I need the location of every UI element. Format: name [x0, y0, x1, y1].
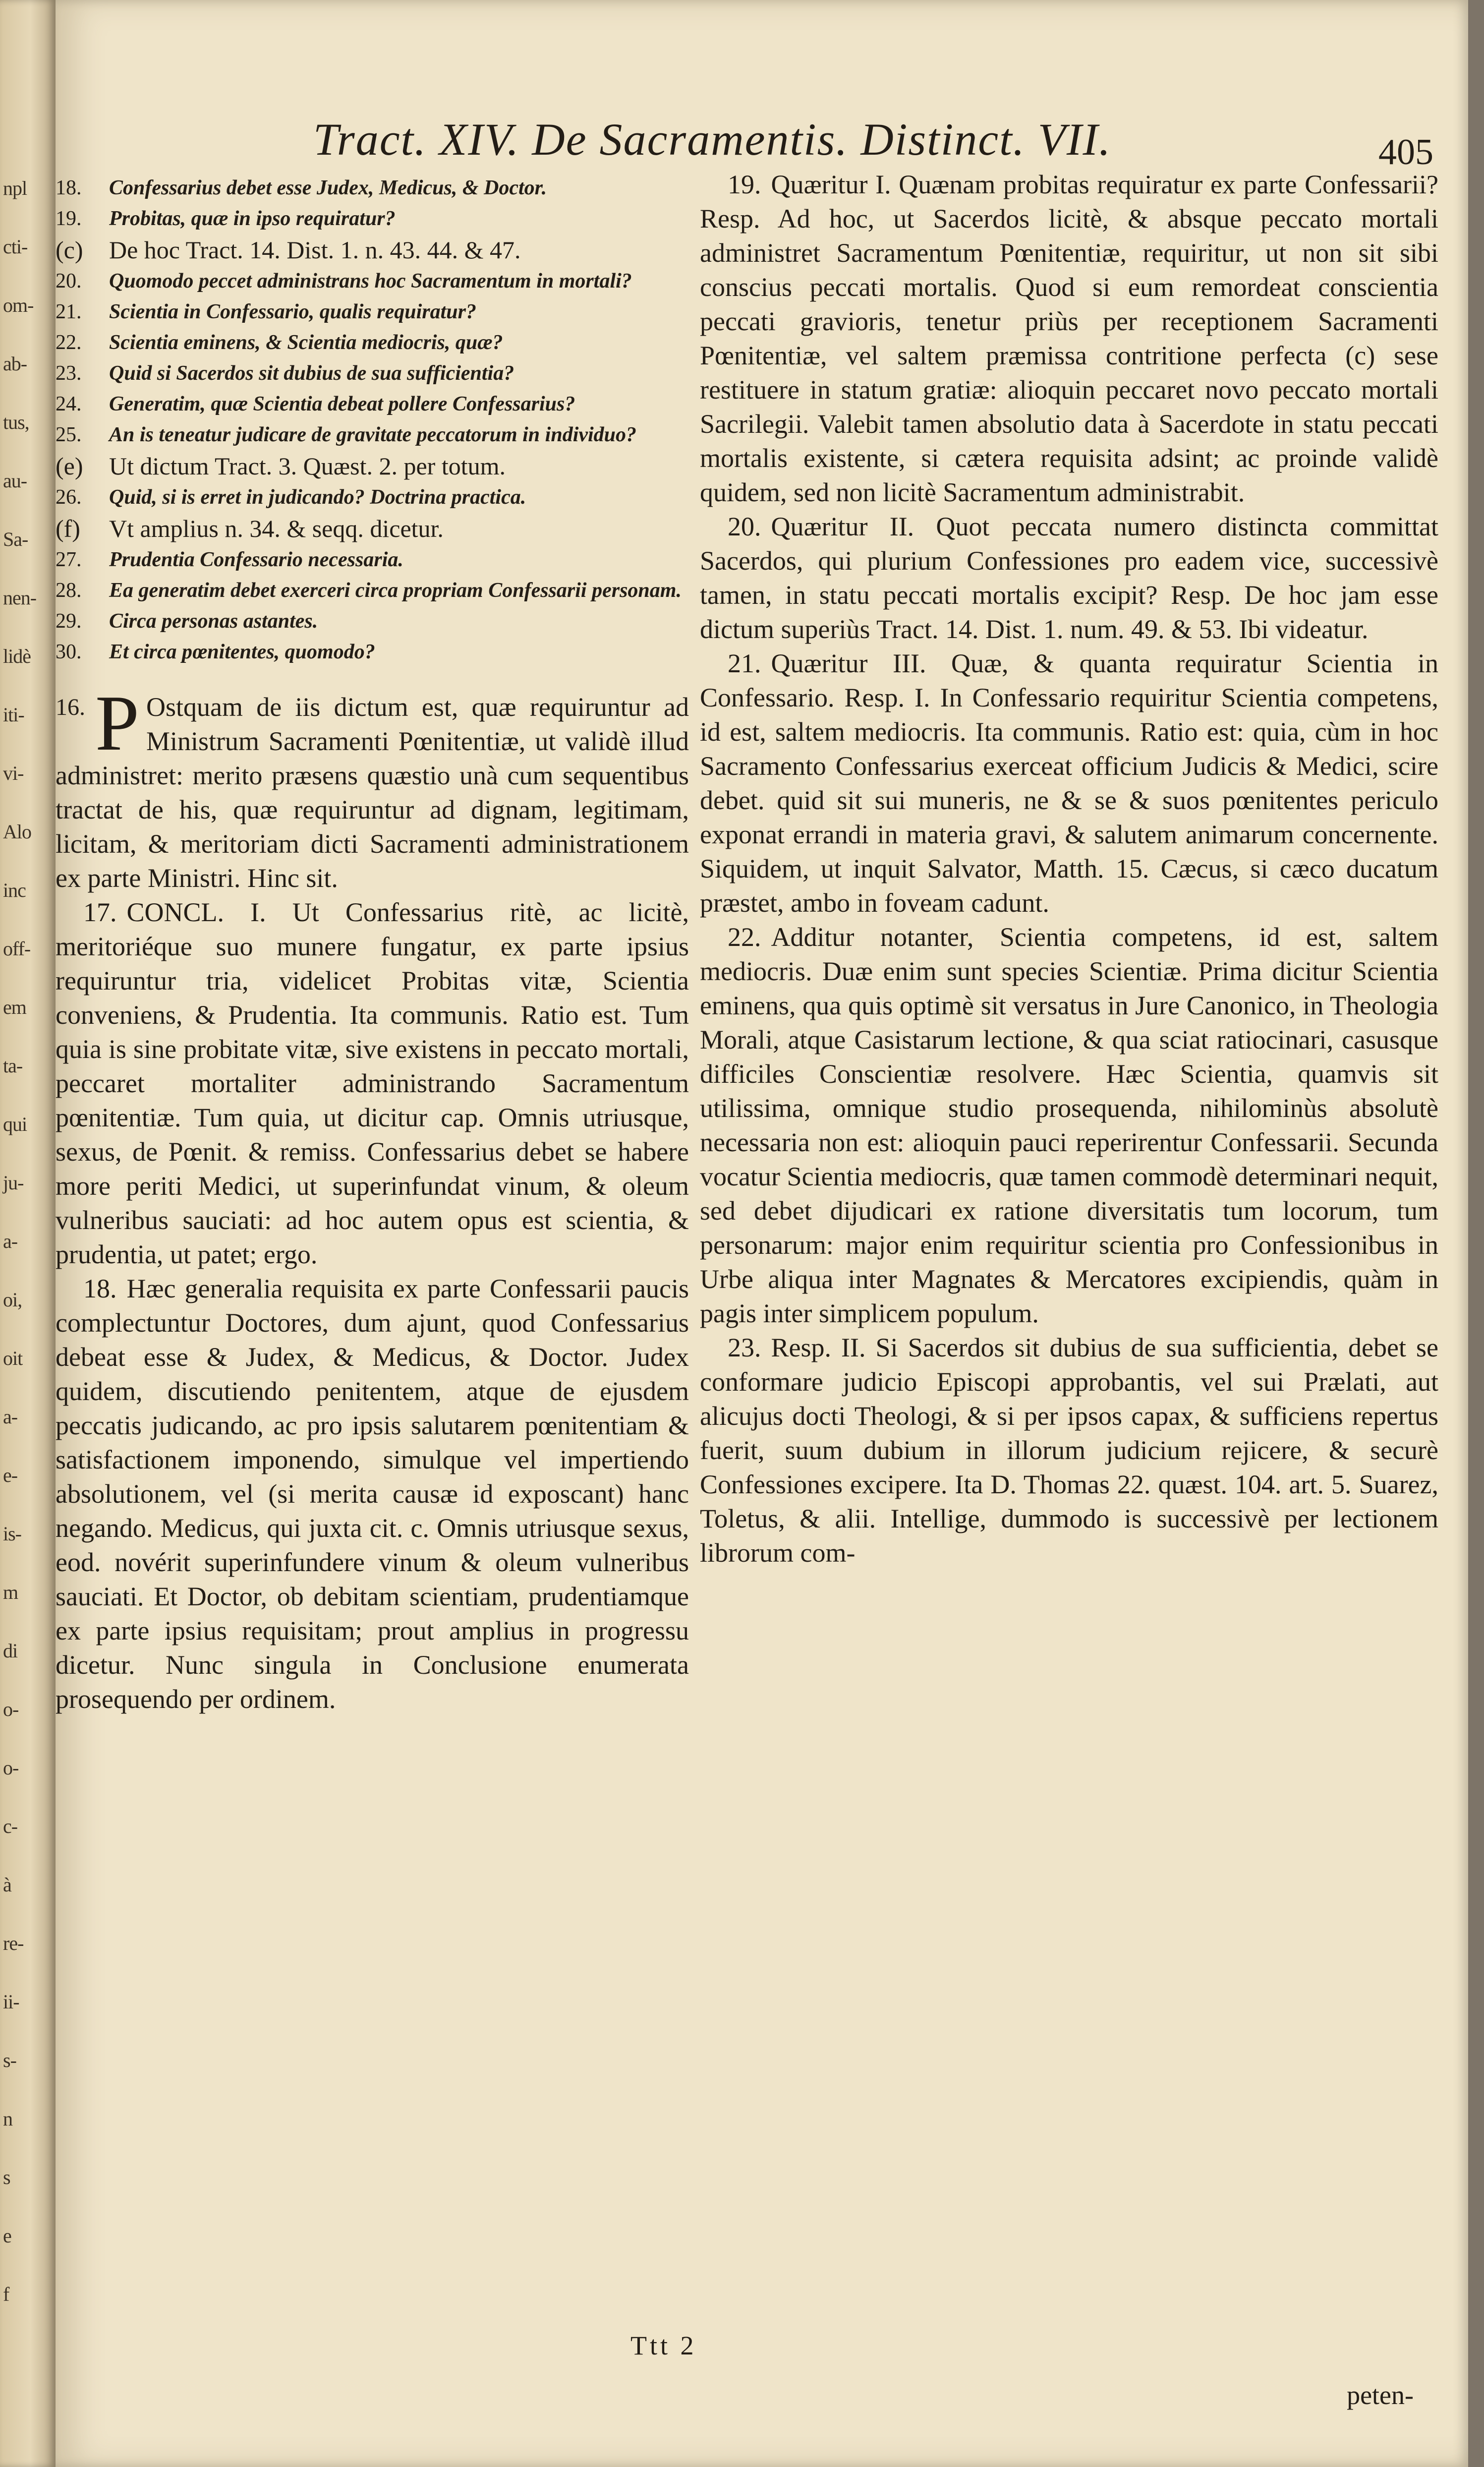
running-head: Tract. XIV. De Sacramentis. Distinct. VII. [313, 114, 1112, 165]
facing-page-fragment: npl [3, 177, 27, 199]
facing-page-fragment: n [3, 2108, 12, 2130]
summary-number: 29. [56, 610, 82, 633]
paragraph-22 [700, 920, 1438, 1331]
facing-page-fragment: off- [3, 938, 31, 960]
summary-item [56, 575, 689, 606]
paragraph-16 [56, 679, 689, 895]
paragraph-number: 20. [728, 512, 761, 541]
drop-capital: P [95, 679, 139, 767]
summary-number: 30. [56, 641, 82, 663]
summary-text: De hoc Tract. 14. Dist. 1. n. 43. 44. & 47. [109, 236, 521, 264]
facing-page-fragment: Alo [3, 821, 31, 843]
page-number: 405 [1378, 132, 1433, 173]
summary-number: 19. [56, 207, 82, 230]
facing-page-fragment: ju- [3, 1172, 24, 1194]
summary-item [56, 173, 689, 203]
book-page [56, 0, 1468, 2467]
summary-item [56, 544, 689, 575]
summary-item [56, 358, 689, 389]
summary-number: 27. [56, 548, 82, 571]
note-reference [56, 450, 689, 482]
paragraph-19 [700, 168, 1438, 510]
summary-item [56, 482, 689, 513]
summary-text: Circa personas astantes. [109, 610, 318, 633]
summary-item [56, 637, 689, 667]
summary-number: 24. [56, 393, 82, 415]
facing-page-fragment: em [3, 996, 26, 1018]
summary-number: (e) [56, 452, 83, 480]
summary-number: 22. [56, 331, 82, 354]
paragraph-17 [56, 895, 689, 1272]
summary-number: 18. [56, 176, 82, 199]
facing-page-fragment: e- [3, 1464, 18, 1486]
note-reference [56, 513, 689, 544]
paragraph-number: 19. [728, 170, 761, 199]
summary-text: Ut dictum Tract. 3. Quæst. 2. per totum. [109, 452, 506, 480]
summary-item [56, 389, 689, 419]
facing-page-fragment: a- [3, 1406, 18, 1428]
summary-text: Vt amplius n. 34. & seqq. dicetur. [109, 515, 444, 542]
facing-page-fragment: a- [3, 1230, 18, 1252]
paragraph-21 [700, 646, 1438, 920]
summary-text: Probitas, quæ in ipso requiratur? [109, 207, 396, 230]
facing-page-fragment: is- [3, 1523, 21, 1545]
facing-page-fragment: s- [3, 2049, 16, 2071]
summary-text: Quid, si is erret in judicando? Doctrina practica. [109, 486, 526, 509]
paragraph-number: 18. [83, 1274, 117, 1303]
summary-number: 21. [56, 300, 82, 323]
summary-number: (f) [56, 515, 80, 542]
facing-page-fragment: iti- [3, 704, 24, 726]
summary-text: Scientia in Confessario, qualis requiratur? [109, 300, 477, 323]
summary-item [56, 203, 689, 234]
facing-page-fragment: nen- [3, 587, 37, 609]
facing-page-fragment: o- [3, 1698, 19, 1720]
summary-text: Generatim, quæ Scientia debeat pollere Confessarius? [109, 393, 575, 415]
paragraph-number: 16. [56, 694, 85, 720]
facing-page-fragment: cti- [3, 235, 28, 258]
facing-page-fragment: oi, [3, 1289, 22, 1311]
facing-page-fragment: tus, [3, 411, 29, 433]
summary-text: An is teneatur judicare de gravitate peccatorum in individuo? [109, 423, 637, 446]
right-column [700, 168, 1438, 2428]
summary-text: Et circa pœnitentes, quomodo? [109, 641, 375, 663]
summary-text: Quomodo peccet administrans hoc Sacramentum in mortali? [109, 270, 632, 293]
signature-mark: Ttt 2 [630, 2331, 697, 2360]
paragraph-text: Hæc generalia requisita ex parte Confessarii paucis complectuntur Doctores, dum ajunt, quod Confessarius debeat esse & Judex, & Medicus, & Doctor. Judex quidem, discutiendo penitentem, atque de ejusdem peccatis judicando, ac pro ipsis salutarem pœnitentiam & satisfactionem imponendo, simulque vel impertiendo absolutionem, vel (si merita causæ id exposcant) hanc negando. Medicus, qui juxta cit. c. Omnis utriusque sexus, eod. novérit superinfundere vinum & oleum vulneribus sauciati. Et Doctor, ob debitam scientiam, prudentiamque ex parte ipsius requisitam; prout amplius in progressu dicetur. Nunc singula in Conclusione enumerata prosequendo per ordinem. [56, 1274, 689, 1714]
paragraph-20 [700, 510, 1438, 646]
paragraph-18 [56, 1272, 689, 1716]
left-column [56, 168, 689, 2359]
facing-page-fragment: à [3, 1874, 11, 1896]
catchword: peten- [1347, 2380, 1414, 2410]
facing-page-fragment: m [3, 1581, 18, 1603]
paragraph-text: Ostquam de iis dictum est, quæ requiruntur ad Ministrum Sacramenti Pœnitentiæ, ut validè illud administret: merito præsens quæstio unà cum sequentibus tractat de his, quæ requiruntur ad dignam, legitimam, licitam, & meritoriam dicti Sacramenti administrationem ex parte Ministri. Hinc sit. [56, 692, 689, 893]
facing-page-fragment: o- [3, 1757, 19, 1779]
summary-number: 20. [56, 270, 82, 293]
facing-page-fragment: f [3, 2283, 9, 2305]
facing-page-fragment: c- [3, 1815, 18, 1837]
facing-page-fragment: di [3, 1640, 18, 1662]
facing-page-fragment: vi- [3, 762, 24, 784]
facing-page-fragment: inc [3, 879, 26, 901]
facing-page-fragment: oit [3, 1347, 23, 1369]
paragraph-23 [700, 1331, 1438, 1570]
summary-number: 26. [56, 486, 82, 509]
summary-text: Prudentia Confessario necessaria. [109, 548, 403, 571]
paragraph-number: 22. [728, 922, 761, 952]
summary-item [56, 327, 689, 358]
facing-page-fragment: ta- [3, 1055, 23, 1077]
paragraph-text: Quæritur III. Quæ, & quanta requiratur Scientia in Confessario. Resp. I. In Confessario requiritur Scientia competens, id est, saltem mediocris. Ita communis. Ratio est: quia, cùm in hoc Sacramento Confessarius exerceat officium Judicis & Medici, scire debet. quid sit sui muneris, ne & se & suos pœnitentes periculo exponat errandi in materia gravi, & salutem animarum concernente. Siquidem, ut inquit Salvator, Matth. 15. Cæcus, si cæco ducatum præstet, ambo in foveam cadunt. [700, 648, 1438, 918]
summary-item [56, 266, 689, 296]
marginal-summary [56, 168, 689, 667]
summary-number: 28. [56, 579, 82, 602]
facing-page-fragment: e [3, 2225, 11, 2247]
paragraph-number: 23. [728, 1333, 761, 1362]
facing-page-edge [0, 0, 56, 2467]
summary-number: 25. [56, 423, 82, 446]
paragraph-number: 21. [728, 648, 761, 678]
summary-item [56, 296, 689, 327]
facing-page-fragment: qui [3, 1113, 27, 1135]
facing-page-fragment: re- [3, 1932, 24, 1954]
paragraph-text: CONCL. I. Ut Confessarius ritè, ac licitè, meritoriéque suo munere fungatur, ex parte ipsius requiruntur tria, videlicet Probitas vitæ, Scientia conveniens, & Prudentia. Ita communis. Ratio est. Tum quia is sine probitate vitæ, sive existens in peccato mortali, peccaret mortaliter administrando Sacramentum pœnitentiæ. Tum quia, ut dicitur cap. Omnis utriusque, sexus, de Pœnit. & remiss. Confessarius debet se habere more periti Medici, ut superinfundat vinum, & oleum vulneribus sauciati: ad hoc autem opus est scientia, & prudentia, ut patet; ergo. [56, 897, 689, 1269]
facing-page-fragment: s [3, 2166, 10, 2188]
facing-page-fragment: au- [3, 470, 27, 492]
facing-page-fragment: ii- [3, 1991, 19, 2013]
facing-page-fragment: lidè [3, 645, 31, 667]
paragraph-text: Resp. II. Si Sacerdos sit dubius de sua sufficientia, debet se conformare judicio Episcopi approbantis, vel sui Prælati, aut alicujus docti Theologi, & si per ipsos capax, & sufficiens repertus fuerit, suum dubium in illorum judicium rejicere, & securè Confessiones excipere. Ita D. Thomas 22. quæst. 104. art. 5. Suarez, Toletus, & alii. Intellige, dummodo is successivè per lectionem librorum com- [700, 1333, 1438, 1568]
summary-text: Scientia eminens, & Scientia mediocris, quæ? [109, 331, 503, 354]
facing-page-fragment: om- [3, 294, 34, 316]
summary-number: 23. [56, 362, 82, 385]
paragraph-text: Quæritur I. Quænam probitas requiratur ex parte Confessarii? Resp. Ad hoc, ut Sacerdos licitè, & absque peccato mortali administret Sacramentum Pœnitentiæ, requiritur, ut non sit sibi conscius peccati mortalis. Quod si eum remordeat conscientia peccati gravioris, tenetur priùs per receptionem Sacramenti Pœnitentiæ, vel saltem præmissa contritione perfecta (c) sese restituere in statum gratiæ: alioquin peccaret novo peccato mortali Sacrilegii. Valebit tamen absolutio data à Sacerdote in statu peccati mortalis existente, si cætera requisita adsint; ac proinde validè quidem, sed non licitè Sacramentum administrabit. [700, 170, 1438, 507]
paragraph-number: 17. [83, 897, 117, 927]
summary-item [56, 606, 689, 637]
summary-item [56, 419, 689, 450]
facing-page-fragment: Sa- [3, 528, 28, 550]
summary-text: Confessarius debet esse Judex, Medicus, & Doctor. [109, 176, 547, 199]
paragraph-text: Quæritur II. Quot peccata numero distincta committat Sacerdos, qui plurium Confessiones pro eadem vice, successivè tamen, in statu peccati mortalis excipit? Resp. De hoc jam esse dictum superiùs Tract. 14. Dist. 1. num. 49. & 53. Ibi videatur. [700, 512, 1438, 644]
summary-text: Ea generatim debet exerceri circa propriam Confessarii personam. [109, 579, 682, 602]
facing-page-fragment: ab- [3, 352, 27, 375]
note-reference [56, 234, 689, 266]
summary-text: Quid si Sacerdos sit dubius de sua sufficientia? [109, 362, 514, 385]
summary-number: (c) [56, 236, 83, 264]
paragraph-text: Additur notanter, Scientia competens, id est, saltem mediocris. Duæ enim sunt species Scientiæ. Prima dicitur Scientia eminens, qua quis optimè sit versatus in Jure Canonico, in Theologia Morali, atque Casistarum lectione, & qua sciat ratiocinari, casusque difficiles Conscientiæ resolvere. Hæc Scientia, quamvis sit utilissima, omnique studio prosequenda, nihilominùs absolutè necessaria non est: alioquin pauci reperirentur Confessarii. Secunda vocatur Scientia mediocris, quæ tamen commodè determinari nequit, sed debet dijudicari ex ratione diversitatis tum locorum, tum personarum: major enim requiritur scientia pro Confessionibus in Urbe aliqua inter Magnates & Mercatores excipiendis, quàm in pagis inter simplicem populum. [700, 922, 1438, 1328]
